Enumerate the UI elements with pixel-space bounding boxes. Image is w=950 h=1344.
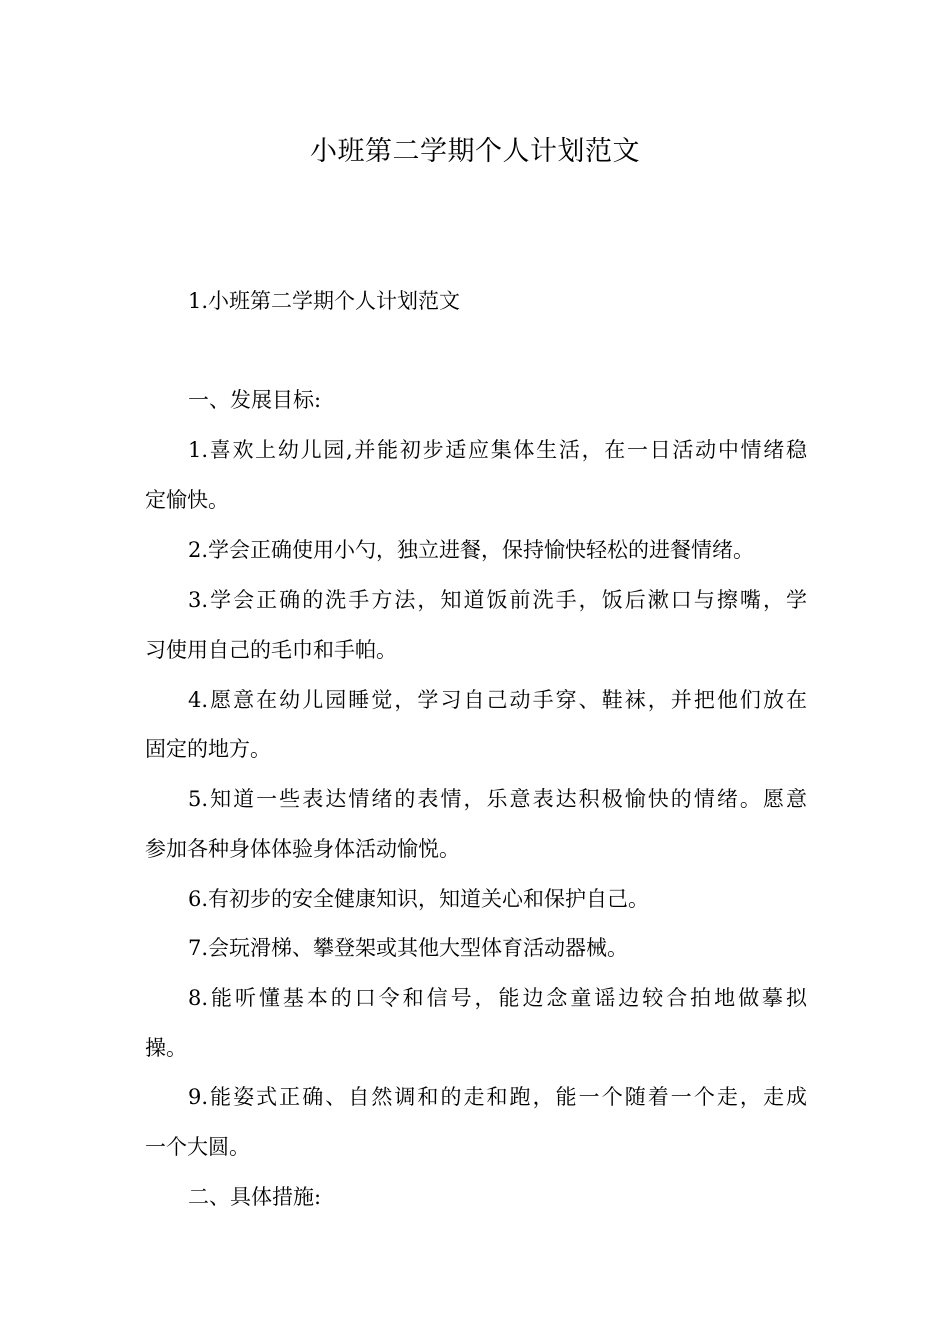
goal-item-4-line2: 固定的地方。: [145, 737, 271, 761]
goal-item-3-line1: 3.学会正确的洗手方法，知道饭前洗手，饭后漱口与擦嘴，学: [188, 588, 807, 612]
goal-item-9-line1: 9.能姿式正确、自然调和的走和跑，能一个随着一个走，走成: [188, 1085, 807, 1109]
goal-item-8-line1: 8.能听懂基本的口令和信号，能边念童谣边较合拍地做摹拟: [188, 986, 807, 1010]
goal-item-7-line1: 7.会玩滑梯、攀登架或其他大型体育活动器械。: [188, 936, 629, 960]
goal-item-3-line2: 习使用自己的毛巾和手帕。: [145, 638, 397, 662]
goal-item-4-line1: 4.愿意在幼儿园睡觉，学习自己动手穿、鞋袜，并把他们放在: [188, 688, 807, 712]
section-heading: 1.小班第二学期个人计划范文: [188, 289, 461, 313]
goal-item-1-line2: 定愉快。: [145, 488, 229, 512]
part2-heading: 二、具体措施:: [188, 1185, 322, 1209]
goal-item-9-line2: 一个大圆。: [145, 1135, 250, 1159]
document-title: 小班第二学期个人计划范文: [310, 136, 640, 167]
part1-heading: 一、发展目标:: [188, 388, 322, 412]
goal-item-1-line1: 1.喜欢上幼儿园,并能初步适应集体生活，在一日活动中情绪稳: [188, 438, 807, 462]
goal-item-8-line2: 操。: [145, 1036, 187, 1060]
goal-item-2-line1: 2.学会正确使用小勺，独立进餐，保持愉快轻松的进餐情绪。: [188, 538, 755, 562]
goal-item-5-line1: 5.知道一些表达情绪的表情，乐意表达积极愉快的情绪。愿意: [188, 787, 807, 811]
goal-item-5-line2: 参加各种身体体验身体活动愉悦。: [145, 837, 460, 861]
goal-item-6-line1: 6.有初步的安全健康知识，知道关心和保护自己。: [188, 887, 650, 911]
